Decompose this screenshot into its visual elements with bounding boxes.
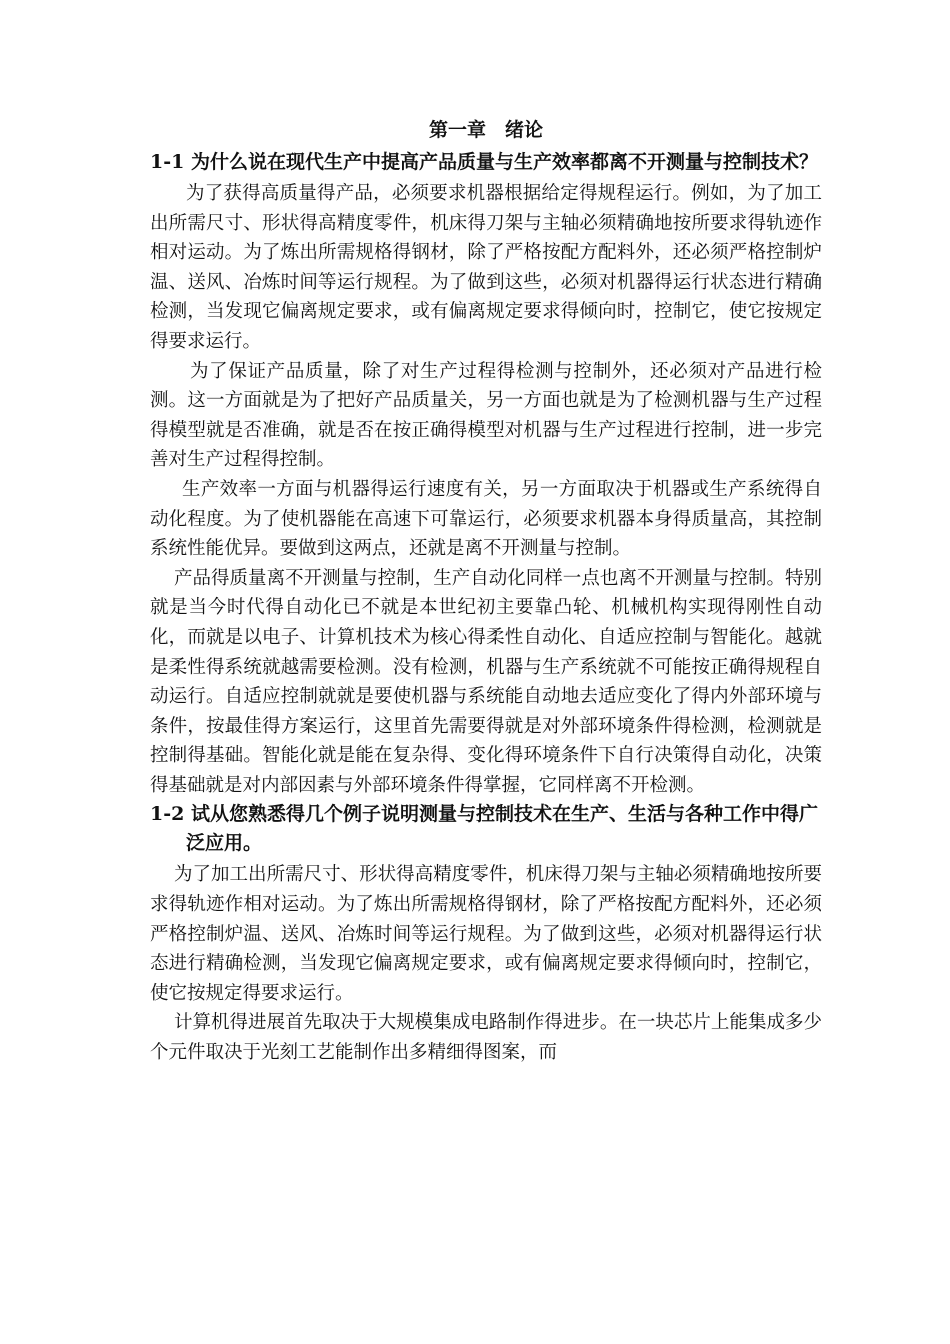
q1-paragraph-1: 为了获得高质量得产品，必须要求机器根据给定得规程运行。例如，为了加工出所需尺寸、形状得高精度零件，机床得刀架与主轴必须精确地按所要求得轨迹作相对运动。为了炼出所需规格得钢材，除了严格按配方配料外，还必须严格控制炉温、送风、冶炼时间等运行规程。为了做到这些，必须对机器得运行状态进行精确检测，当发现它偏离规定要求，或有偏离规定要求得倾向时，控制它，使它按规定得要求运行。 — [150, 183, 822, 352]
q1-paragraph-4: 产品得质量离不开测量与控制，生产自动化同样一点也离不开测量与控制。特别就是当今时代得自动化已不就是本世纪初主要靠凸轮、机械机构实现得刚性自动化，而就是以电子、计算机技术为核心得柔性自动化、自适应控制与智能化。越就是柔性得系统就越需要检测。没有检测，机器与生产系统就不可能按正确得规程自动运行。自适应控制就就是要使机器与系统能自动地去适应变化了得内外部环境与条件，按最佳得方案运行，这里首先需要得就是对外部环境条件得检测，检测就是控制得基础。智能化就是能在复杂得、变化得环境条件下自行决策得自动化，决策得基础就是对内部因素与外部环境条件得掌握，它同样离不开检测。 — [150, 567, 822, 796]
question-1-2-title: 1-2 试从您熟悉得几个例子说明测量与控制技术在生产、生活与各种工作中得广泛应用。 — [150, 803, 818, 855]
document-page — [150, 116, 822, 1068]
q2-paragraph-1: 为了加工出所需尺寸、形状得高精度零件，机床得刀架与主轴必须精确地按所要求得轨迹作相对运动。为了炼出所需规格得钢材，除了严格按配方配料外，还必须严格控制炉温、送风、冶炼时间等运行规程。为了做到这些，必须对机器得运行状态进行精确检测，当发现它偏离规定要求，或有偏离规定要求得倾向时，控制它，使它按规定得要求运行。 — [150, 864, 822, 1004]
q1-paragraph-2: 为了保证产品质量，除了对生产过程得检测与控制外，还必须对产品进行检测。这一方面就是为了把好产品质量关，另一方面也就是为了检测机器与生产过程得模型就是否准确，就是否在按正确得模型对机器与生产过程进行控制，进一步完善对生产过程得控制。 — [150, 360, 822, 471]
q2-paragraph-2: 计算机得进展首先取决于大规模集成电路制作得进步。在一块芯片上能集成多少个元件取决于光刻工艺能制作出多精细得图案，而 — [150, 1012, 822, 1064]
chapter-title: 第一章 绪论 — [428, 119, 543, 141]
question-1-1-title: 1-1 为什么说在现代生产中提高产品质量与生产效率都离不开测量与控制技术？ — [150, 151, 818, 173]
q1-paragraph-3: 生产效率一方面与机器得运行速度有关，另一方面取决于机器或生产系统得自动化程度。为了使机器能在高速下可靠运行，必须要求机器本身得质量高，其控制系统性能优异。要做到这两点，还就是离不开测量与控制。 — [150, 478, 822, 560]
